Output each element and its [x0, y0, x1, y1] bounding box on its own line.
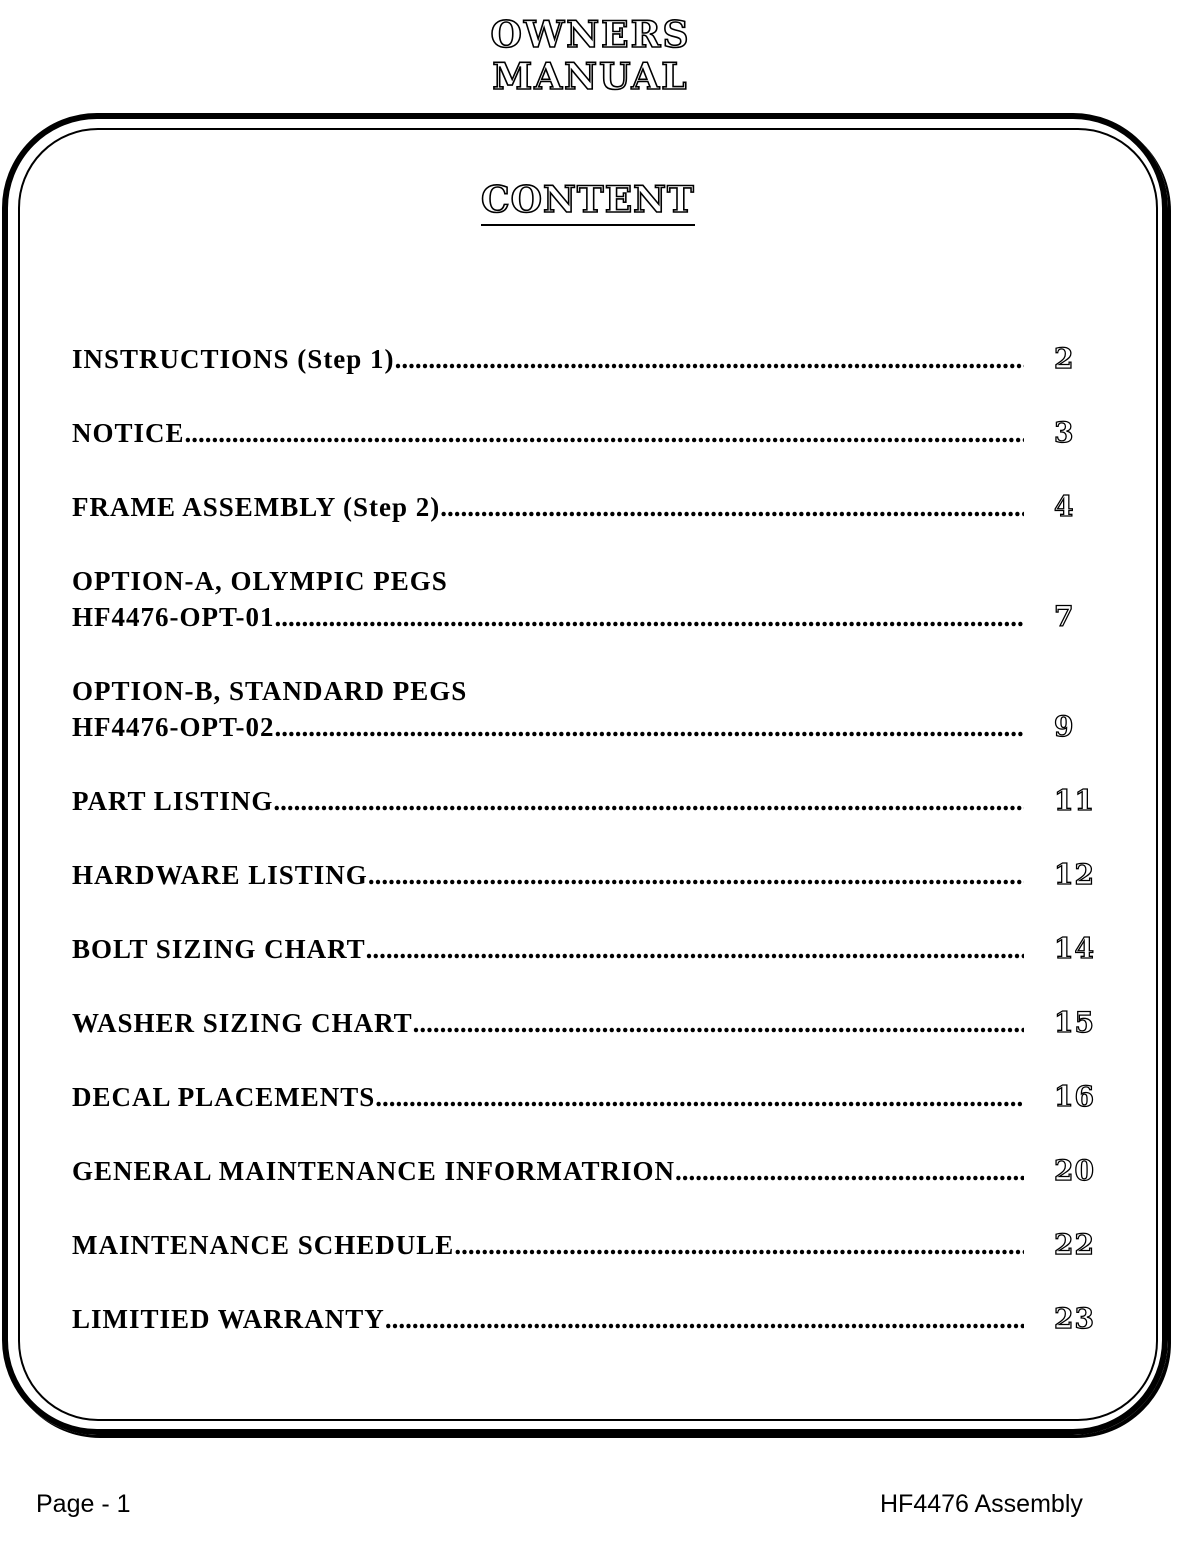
toc-entry-page: 20 [1054, 1154, 1095, 1187]
toc-entry-page: 14 [1054, 932, 1095, 965]
toc-entry-page: 9 [1054, 710, 1075, 743]
toc-entry-title: DECAL PLACEMENTS [72, 1082, 376, 1112]
toc-entry-subheading: OPTION-A, OLYMPIC PEGS [72, 566, 448, 596]
toc-entry-title: HF4476-OPT-01 [72, 602, 275, 632]
toc-entry-title: HF4476-OPT-02 [72, 712, 275, 742]
toc-leader-dots [675, 1156, 1024, 1186]
toc-entry-page: 16 [1054, 1080, 1095, 1113]
toc-entry-page: 2 [1054, 342, 1075, 375]
toc-entry-title: NOTICE [72, 418, 185, 448]
toc-leader-dots [413, 1008, 1024, 1038]
toc-entry-limited-warranty [72, 1295, 1102, 1369]
toc-entry-frame-assembly [72, 483, 1102, 557]
toc-entry-page: 23 [1054, 1302, 1095, 1335]
toc-entry-option-b [72, 667, 1102, 777]
table-of-contents [72, 335, 1102, 1369]
toc-entry-page: 12 [1054, 858, 1095, 891]
toc-entry-title: BOLT SIZING CHART [72, 934, 366, 964]
toc-entry-title: GENERAL MAINTENANCE INFORMATRION [72, 1156, 676, 1186]
toc-leader-dots [273, 786, 1024, 816]
toc-entry-general-maintenance [72, 1147, 1102, 1221]
toc-leader-dots [275, 712, 1024, 742]
toc-entry-title: PART LISTING [72, 786, 274, 816]
toc-entry-part-listing [72, 777, 1102, 851]
toc-entry-title: INSTRUCTIONS (Step 1) [72, 344, 395, 374]
toc-entry-page: 22 [1054, 1228, 1095, 1261]
toc-leader-dots [366, 934, 1024, 964]
footer-document-title: HF4476 Assembly [880, 1490, 1083, 1518]
toc-entry-page: 11 [1054, 784, 1095, 817]
toc-entry-page: 4 [1054, 490, 1075, 523]
toc-leader-dots [375, 1082, 1024, 1112]
toc-entry-title: MAINTENANCE SCHEDULE [72, 1230, 455, 1260]
toc-entry-title: HARDWARE LISTING [72, 860, 368, 890]
toc-leader-dots [275, 602, 1024, 632]
toc-entry-title: LIMITIED WARRANTY [72, 1304, 385, 1334]
toc-entry-maintenance-schedule [72, 1221, 1102, 1295]
footer-page-number: Page - 1 [36, 1490, 131, 1518]
header-title-line2: MANUAL [492, 56, 689, 98]
toc-leader-dots [185, 418, 1024, 448]
toc-entry-subheading: OPTION-B, STANDARD PEGS [72, 676, 468, 706]
toc-entry-hardware-listing [72, 851, 1102, 925]
toc-leader-dots [368, 860, 1024, 890]
toc-leader-dots [395, 344, 1024, 374]
toc-entry-bolt-sizing-chart [72, 925, 1102, 999]
toc-entry-washer-sizing-chart [72, 999, 1102, 1073]
toc-entry-instructions [72, 335, 1102, 409]
toc-entry-page: 3 [1054, 416, 1075, 449]
toc-entry-page: 15 [1054, 1006, 1095, 1039]
toc-entry-page: 7 [1054, 600, 1075, 633]
toc-entry-decal-placements [72, 1073, 1102, 1147]
toc-leader-dots [385, 1304, 1024, 1334]
toc-entry-option-a [72, 557, 1102, 667]
toc-leader-dots [440, 492, 1024, 522]
toc-leader-dots [454, 1230, 1024, 1260]
toc-entry-title: WASHER SIZING CHART [72, 1008, 413, 1038]
toc-entry-title: FRAME ASSEMBLY (Step 2) [72, 492, 441, 522]
header-title-line1: OWNERS [490, 14, 691, 56]
toc-entry-notice [72, 409, 1102, 483]
content-heading: CONTENT [481, 178, 695, 226]
